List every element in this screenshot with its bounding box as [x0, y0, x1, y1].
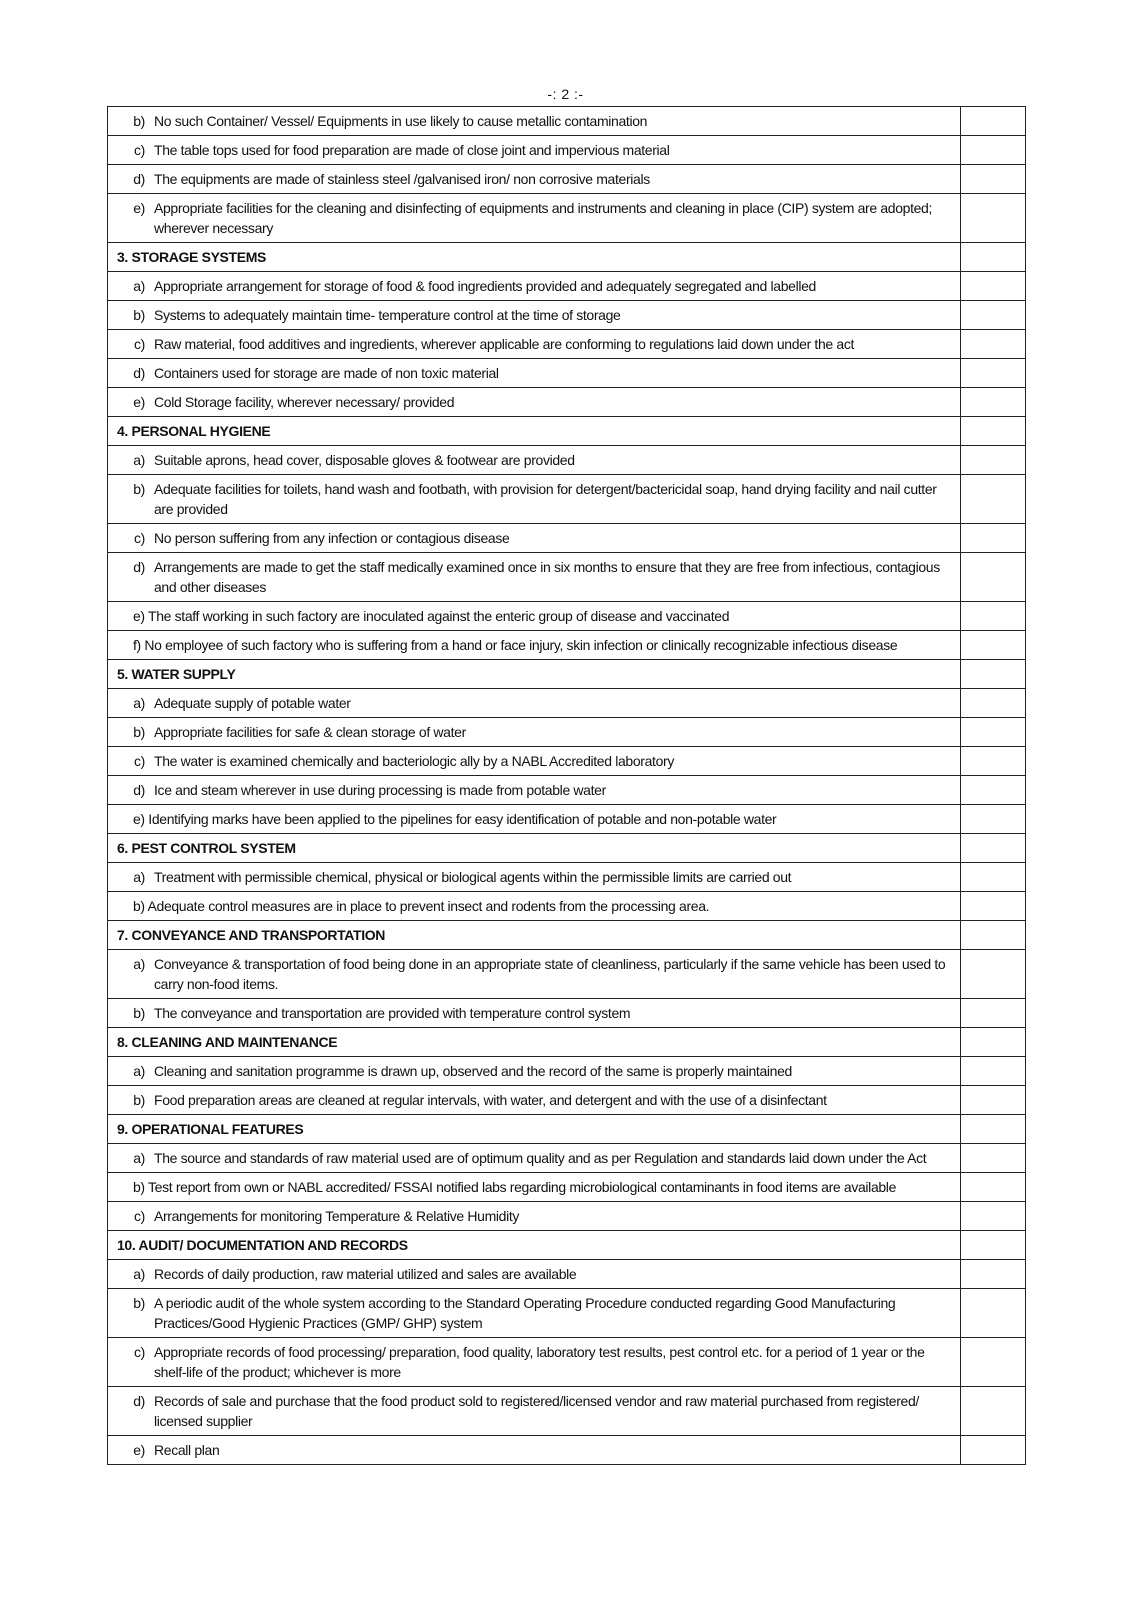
item-letter: d) — [133, 782, 145, 798]
checklist-item-text: Food preparation areas are cleaned at regular intervals, with water, and detergent and with the use of a disinfectant — [154, 1092, 827, 1108]
remarks-box[interactable] — [961, 359, 1026, 388]
section-heading: 4. PERSONAL HYGIENE — [108, 417, 961, 446]
item-letter: b) — [133, 1092, 145, 1108]
item-letter: d) — [133, 1393, 145, 1409]
checklist-row — [108, 747, 1026, 776]
checklist-item — [108, 1090, 954, 1110]
section-row — [108, 243, 1026, 272]
checklist-item — [108, 1342, 954, 1382]
remarks-box[interactable] — [961, 863, 1026, 892]
section-row — [108, 1028, 1026, 1057]
remarks-box[interactable] — [961, 718, 1026, 747]
checklist-row — [108, 718, 1026, 747]
remarks-box[interactable] — [961, 834, 1026, 863]
checklist-row — [108, 1338, 1026, 1387]
checklist-item — [108, 169, 954, 189]
checklist-item — [108, 363, 954, 383]
remarks-box[interactable] — [961, 165, 1026, 194]
checklist-item-cell — [108, 446, 961, 475]
checklist-item-text: Containers used for storage are made of non toxic material — [154, 365, 499, 381]
checklist-item-cell — [108, 1260, 961, 1289]
item-letter: c) — [134, 1344, 145, 1360]
item-letter: a) — [133, 1150, 145, 1166]
checklist-row — [108, 301, 1026, 330]
checklist-item-text: e) Identifying marks have been applied to the pipelines for easy identification of potable and non-potable water — [133, 811, 777, 827]
item-letter: b) — [133, 1005, 145, 1021]
checklist-item-cell — [108, 863, 961, 892]
checklist-item — [108, 557, 954, 597]
checklist-row — [108, 602, 1026, 631]
section-heading: 3. STORAGE SYSTEMS — [108, 243, 961, 272]
checklist-item-text: Suitable aprons, head cover, disposable gloves & footwear are provided — [154, 452, 575, 468]
checklist-item-cell — [108, 1202, 961, 1231]
checklist-item-text: Recall plan — [154, 1442, 220, 1458]
checklist-item-cell — [108, 107, 961, 136]
checklist-row — [108, 107, 1026, 136]
checklist-item-text: b) Adequate control measures are in place to prevent insect and rodents from the processing area. — [133, 898, 710, 914]
checklist-item-text: Cold Storage facility, wherever necessary/ provided — [154, 394, 455, 410]
remarks-box[interactable] — [961, 272, 1026, 301]
item-letter: e) — [133, 200, 145, 216]
remarks-box[interactable] — [961, 1028, 1026, 1057]
checklist-item-text: Records of daily production, raw material utilized and sales are available — [154, 1266, 577, 1282]
item-letter: b) — [133, 1295, 145, 1311]
item-letter: a) — [133, 278, 145, 294]
checklist-item-text: The table tops used for food preparation are made of close joint and impervious material — [154, 142, 670, 158]
remarks-box[interactable] — [961, 1086, 1026, 1115]
item-letter: b) — [133, 113, 145, 129]
checklist-item-cell — [108, 689, 961, 718]
checklist-row — [108, 1057, 1026, 1086]
remarks-box[interactable] — [961, 1144, 1026, 1173]
remarks-box[interactable] — [961, 805, 1026, 834]
checklist-row — [108, 892, 1026, 921]
checklist-item-text: Appropriate arrangement for storage of food & food ingredients provided and adequately segregated and labelled — [154, 278, 816, 294]
checklist-row — [108, 272, 1026, 301]
section-heading: 7. CONVEYANCE AND TRANSPORTATION — [108, 921, 961, 950]
item-letter: d) — [133, 559, 145, 575]
checklist-item-text: The equipments are made of stainless steel /galvanised iron/ non corrosive materials — [154, 171, 650, 187]
checklist-item-text: Appropriate records of food processing/ preparation, food quality, laboratory test results, pest control etc. for a period of 1 year or the shelf-life of the product; whichever is more — [154, 1344, 925, 1380]
remarks-box[interactable] — [961, 194, 1026, 243]
remarks-box[interactable] — [961, 475, 1026, 524]
item-letter: c) — [134, 336, 145, 352]
checklist-row — [108, 1436, 1026, 1465]
checklist-item — [108, 334, 954, 354]
checklist-item-cell — [108, 1289, 961, 1338]
checklist-item — [108, 479, 954, 519]
section-heading: 5. WATER SUPPLY — [108, 660, 961, 689]
checklist-item-cell — [108, 1387, 961, 1436]
checklist-item-cell — [108, 524, 961, 553]
checklist-item-text: Conveyance & transportation of food being done in an appropriate state of cleanliness, particularly if the same vehicle has been used to carry non-food items. — [154, 956, 946, 992]
checklist-row — [108, 359, 1026, 388]
section-row — [108, 921, 1026, 950]
checklist-row — [108, 330, 1026, 359]
section-row — [108, 1115, 1026, 1144]
checklist-row — [108, 631, 1026, 660]
checklist-item — [108, 954, 954, 994]
checklist-item-text: f) No employee of such factory who is suffering from a hand or face injury, skin infection or clinically recognizable infectious disease — [133, 637, 898, 653]
checklist-item-cell — [108, 602, 961, 631]
remarks-box[interactable] — [961, 417, 1026, 446]
checklist-item-text: Ice and steam wherever in use during processing is made from potable water — [154, 782, 606, 798]
remarks-box[interactable] — [961, 1231, 1026, 1260]
section-heading: 9. OPERATIONAL FEATURES — [108, 1115, 961, 1144]
checklist-item-text: Appropriate facilities for safe & clean storage of water — [154, 724, 466, 740]
checklist-item-cell — [108, 631, 961, 660]
item-letter: c) — [134, 1208, 145, 1224]
checklist-row — [108, 1086, 1026, 1115]
remarks-box[interactable] — [961, 776, 1026, 805]
checklist-item — [108, 111, 954, 131]
checklist-item — [108, 198, 954, 238]
checklist-item-text: No such Container/ Vessel/ Equipments in use likely to cause metallic contamination — [154, 113, 648, 129]
section-row — [108, 1231, 1026, 1260]
checklist-row — [108, 1173, 1026, 1202]
remarks-box[interactable] — [961, 524, 1026, 553]
checklist-item-cell — [108, 330, 961, 359]
checklist-item — [108, 780, 954, 800]
checklist-row — [108, 553, 1026, 602]
checklist-row — [108, 524, 1026, 553]
checklist-item-text: Adequate supply of potable water — [154, 695, 351, 711]
checklist-row — [108, 689, 1026, 718]
item-letter: b) — [133, 481, 145, 497]
checklist-item-cell — [108, 1086, 961, 1115]
checklist-item-text: Appropriate facilities for the cleaning and disinfecting of equipments and instruments and cleaning in place (CIP) system are adopted; wherever necessary — [154, 200, 933, 236]
item-letter: e) — [133, 394, 145, 410]
checklist-row — [108, 1289, 1026, 1338]
remarks-box[interactable] — [961, 1173, 1026, 1202]
section-heading: 10. AUDIT/ DOCUMENTATION AND RECORDS — [108, 1231, 961, 1260]
remarks-box[interactable] — [961, 950, 1026, 999]
checklist-item — [108, 392, 954, 412]
checklist-item-text: Arrangements for monitoring Temperature & Relative Humidity — [154, 1208, 520, 1224]
checklist-item-cell — [108, 1436, 961, 1465]
checklist-item — [108, 1264, 954, 1284]
checklist-item-cell — [108, 136, 961, 165]
checklist-row — [108, 1387, 1026, 1436]
checklist-item — [108, 1391, 954, 1431]
item-letter: a) — [133, 956, 145, 972]
checklist-row — [108, 805, 1026, 834]
remarks-box[interactable] — [961, 1387, 1026, 1436]
item-letter: a) — [133, 869, 145, 885]
checklist-row — [108, 776, 1026, 805]
checklist-row — [108, 863, 1026, 892]
checklist-item-cell — [108, 1173, 961, 1202]
checklist-item — [108, 450, 954, 470]
checklist-item-text: e) The staff working in such factory are inoculated against the enteric group of disease and vaccinated — [133, 608, 730, 624]
section-row — [108, 417, 1026, 446]
item-letter: a) — [133, 452, 145, 468]
checklist-item — [108, 276, 954, 296]
checklist-item — [108, 751, 954, 771]
section-row — [108, 834, 1026, 863]
checklist-item — [108, 140, 954, 160]
checklist-item-text: Records of sale and purchase that the food product sold to registered/licensed vendor and raw material purchased from registered/ licensed supplier — [154, 1393, 919, 1429]
remarks-box[interactable] — [961, 107, 1026, 136]
page-number: -: 2 :- — [547, 86, 584, 102]
section-heading: 8. CLEANING AND MAINTENANCE — [108, 1028, 961, 1057]
checklist-item-text: Cleaning and sanitation programme is drawn up, observed and the record of the same is properly maintained — [154, 1063, 792, 1079]
remarks-box[interactable] — [961, 136, 1026, 165]
checklist-item-cell — [108, 388, 961, 417]
checklist-row — [108, 136, 1026, 165]
checklist-item — [108, 305, 954, 325]
checklist-item-text: The source and standards of raw material used are of optimum quality and as per Regulation and standards laid down under the Act — [154, 1150, 927, 1166]
checklist-item — [108, 1061, 954, 1081]
remarks-box[interactable] — [961, 1202, 1026, 1231]
checklist-item — [108, 693, 954, 713]
remarks-box[interactable] — [961, 999, 1026, 1028]
checklist-item-cell — [108, 1057, 961, 1086]
checklist-item — [108, 722, 954, 742]
remarks-box[interactable] — [961, 243, 1026, 272]
checklist-item-cell — [108, 1338, 961, 1387]
remarks-box[interactable] — [961, 1115, 1026, 1144]
remarks-box[interactable] — [961, 747, 1026, 776]
checklist-item-text: Treatment with permissible chemical, physical or biological agents within the permissible limits are carried out — [154, 869, 792, 885]
checklist-item-text: No person suffering from any infection or contagious disease — [154, 530, 510, 546]
checklist-item — [108, 1206, 954, 1226]
checklist-item-cell — [108, 272, 961, 301]
checklist-row — [108, 194, 1026, 243]
checklist-item-cell — [108, 805, 961, 834]
checklist-item-text: The water is examined chemically and bacteriologic ally by a NABL Accredited laboratory — [154, 753, 674, 769]
checklist-item — [108, 867, 954, 887]
checklist-row — [108, 165, 1026, 194]
checklist-item-text: Systems to adequately maintain time- temperature control at the time of storage — [154, 307, 621, 323]
checklist-row — [108, 446, 1026, 475]
inspection-checklist-table — [107, 106, 1026, 1465]
checklist-item-cell — [108, 301, 961, 330]
checklist-item-text: b) Test report from own or NABL accredited/ FSSAI notified labs regarding microbiological contaminants in food items are available — [133, 1179, 897, 1195]
checklist-row — [108, 475, 1026, 524]
checklist-item-cell — [108, 194, 961, 243]
item-letter: a) — [133, 1266, 145, 1282]
checklist-item-cell — [108, 892, 961, 921]
remarks-box[interactable] — [961, 631, 1026, 660]
checklist-row — [108, 388, 1026, 417]
checklist-row — [108, 1144, 1026, 1173]
item-letter: d) — [133, 171, 145, 187]
checklist-item-cell — [108, 553, 961, 602]
checklist-item-text: A periodic audit of the whole system according to the Standard Operating Procedure conducted regarding Good Manufacturing Practices/Good Hygienic Practices (GMP/ GHP) system — [154, 1295, 896, 1331]
checklist-item — [108, 528, 954, 548]
checklist-item-cell — [108, 718, 961, 747]
remarks-box[interactable] — [961, 921, 1026, 950]
checklist-item-cell — [108, 1144, 961, 1173]
section-heading: 6. PEST CONTROL SYSTEM — [108, 834, 961, 863]
checklist-item — [108, 1003, 954, 1023]
remarks-box[interactable] — [961, 388, 1026, 417]
item-letter: b) — [133, 307, 145, 323]
remarks-box[interactable] — [961, 1289, 1026, 1338]
item-letter: e) — [133, 1442, 145, 1458]
checklist-item — [108, 1440, 954, 1460]
checklist-item-cell — [108, 475, 961, 524]
item-letter: c) — [134, 142, 145, 158]
remarks-box[interactable] — [961, 892, 1026, 921]
item-letter: d) — [133, 365, 145, 381]
item-letter: b) — [133, 724, 145, 740]
checklist-item-cell — [108, 776, 961, 805]
remarks-box[interactable] — [961, 1338, 1026, 1387]
checklist-item-text: The conveyance and transportation are provided with temperature control system — [154, 1005, 631, 1021]
checklist-item-cell — [108, 747, 961, 776]
checklist-item-cell — [108, 165, 961, 194]
remarks-box[interactable] — [961, 1260, 1026, 1289]
checklist-item-text: Arrangements are made to get the staff medically examined once in six months to ensure that they are free from infectious, contagious and other diseases — [154, 559, 940, 595]
item-letter: c) — [134, 753, 145, 769]
remarks-box[interactable] — [961, 553, 1026, 602]
section-row — [108, 660, 1026, 689]
remarks-box[interactable] — [961, 689, 1026, 718]
checklist-item-cell — [108, 999, 961, 1028]
checklist-row — [108, 1260, 1026, 1289]
checklist-item-cell — [108, 359, 961, 388]
remarks-box[interactable] — [961, 1057, 1026, 1086]
remarks-box[interactable] — [961, 330, 1026, 359]
checklist-item-cell — [108, 950, 961, 999]
checklist-row — [108, 999, 1026, 1028]
checklist-item-text: Raw material, food additives and ingredients, wherever applicable are conforming to regulations laid down under the act — [154, 336, 855, 352]
checklist-row — [108, 1202, 1026, 1231]
checklist-item — [108, 1293, 954, 1333]
remarks-box[interactable] — [961, 602, 1026, 631]
remarks-box[interactable] — [961, 660, 1026, 689]
item-letter: a) — [133, 695, 145, 711]
checklist-item — [108, 1148, 954, 1168]
checklist-item-text: Adequate facilities for toilets, hand wash and footbath, with provision for detergent/bactericidal soap, hand drying facility and nail cutter are provided — [154, 481, 937, 517]
item-letter: c) — [134, 530, 145, 546]
checklist-row — [108, 950, 1026, 999]
item-letter: a) — [133, 1063, 145, 1079]
remarks-box[interactable] — [961, 446, 1026, 475]
remarks-box[interactable] — [961, 1436, 1026, 1465]
remarks-box[interactable] — [961, 301, 1026, 330]
